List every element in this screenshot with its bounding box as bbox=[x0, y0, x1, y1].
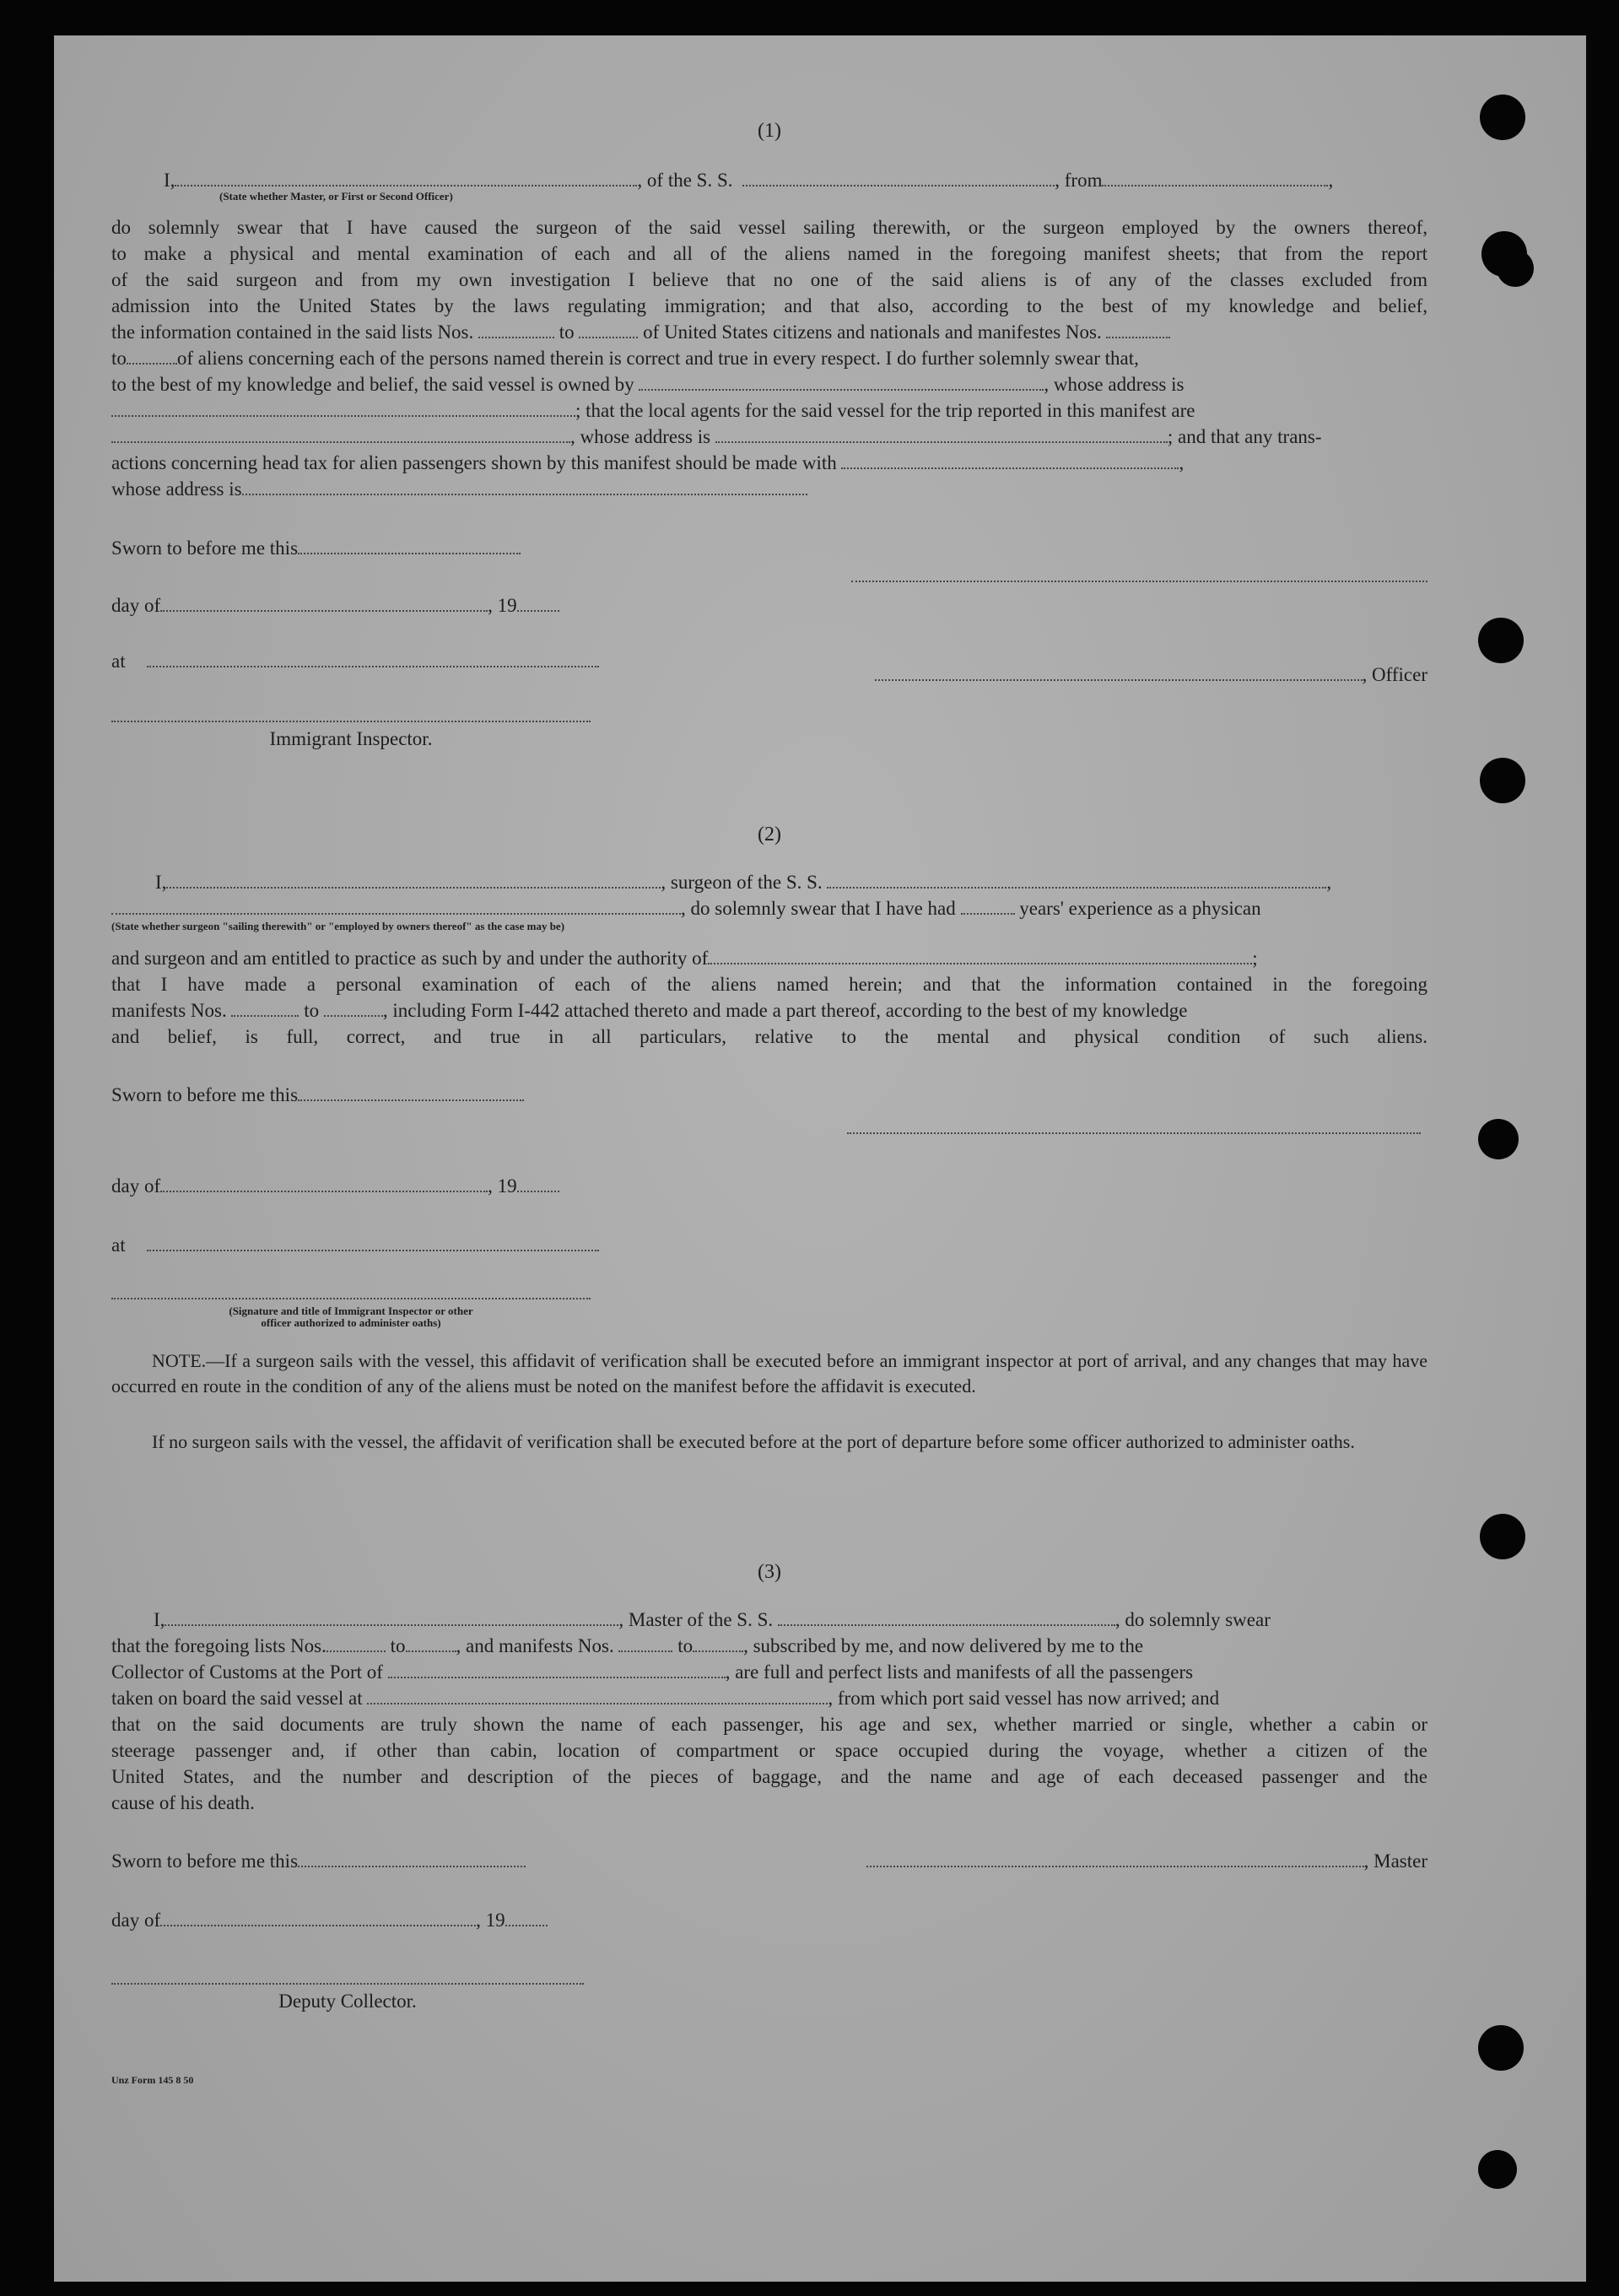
s1-l6-c: of United States citizens and nationals and manifestes Nos. bbox=[643, 321, 1102, 343]
punch-hole bbox=[1480, 95, 1525, 140]
s1-l10-a: , whose address is bbox=[570, 426, 711, 447]
punch-hole bbox=[1480, 1514, 1525, 1559]
s2-line-2 bbox=[111, 895, 1427, 921]
s1-l8-a: to the best of my knowledge and belief, the said vessel is owned by bbox=[111, 374, 634, 395]
s3-l1-a: I, bbox=[154, 1609, 165, 1630]
s2-l3-a: and surgeon and am entitled to practice as such by and under the authority of bbox=[111, 948, 709, 969]
s1-inspector-signature-line bbox=[111, 719, 591, 722]
s3-line-1 bbox=[111, 1607, 1427, 1633]
s1-l9-a: ; that the local agents for the said vessel for the trip reported in this manifest are bbox=[575, 400, 1195, 421]
s2-day-line bbox=[111, 1173, 1427, 1199]
section-1-line-11 bbox=[111, 450, 1427, 476]
section-1-number: (1) bbox=[758, 120, 781, 142]
s3-sworn-label: Sworn to before me this bbox=[111, 1850, 299, 1872]
s1-l1-a: I, bbox=[164, 170, 175, 191]
s1-l10-b: ; and that any trans- bbox=[1167, 426, 1322, 447]
section-1-line-9 bbox=[111, 397, 1427, 424]
s1-officer-line bbox=[851, 662, 1427, 688]
punch-hole bbox=[1497, 250, 1534, 287]
s3-deputy-label: Deputy Collector. bbox=[278, 1991, 417, 2012]
s2-text-line: and belief, is full, correct, and true in all particulars, relative to the mental and physical condition of such aliens. bbox=[111, 1026, 1427, 1047]
s2-sworn-line bbox=[111, 1082, 1427, 1108]
s2-line-6 bbox=[111, 1024, 1427, 1050]
s1-at-label: at bbox=[111, 651, 126, 672]
s3-day-line bbox=[111, 1907, 1427, 1933]
s3-l4-b: , from which port said vessel has now arrived; and bbox=[828, 1688, 1220, 1709]
s1-sworn-label: Sworn to before me this bbox=[111, 538, 299, 559]
s2-line-1 bbox=[111, 869, 1427, 895]
surgeon-note: (State whether surgeon "sailing therewith" or "employed by owners thereof" as the case may be) bbox=[111, 920, 565, 932]
s3-l2-a: that the foregoing lists Nos. bbox=[111, 1635, 326, 1656]
form-sheet bbox=[54, 35, 1586, 2282]
s2-surgeon-signature-line bbox=[847, 1131, 1421, 1134]
s1-text-line: to make a physical and mental examination of each and all of the aliens named in the foregoing manifest sheets; that from the report bbox=[111, 243, 1427, 264]
master-note: (State whether Master, or First or Second Officer) bbox=[219, 190, 453, 203]
s1-l6-a: the information contained in the said lists Nos. bbox=[111, 321, 474, 343]
section-1-line-10 bbox=[111, 424, 1427, 450]
s2-sig-note-2: officer authorized to administer oaths) bbox=[261, 1316, 441, 1329]
s3-year-label: , 19 bbox=[476, 1910, 505, 1931]
punch-hole bbox=[1480, 758, 1525, 803]
s3-text-line: that on the said documents are truly shown the name of each passenger, his age and sex, whether married or single, whether a cabin or bbox=[111, 1714, 1427, 1735]
s3-l2-e: , subscribed by me, and now delivered by me to the bbox=[743, 1635, 1144, 1656]
s1-text-line: admission into the United States by the laws regulating immigration; and that also, according to the best of my knowledge and belief, bbox=[111, 295, 1427, 316]
s3-line-4 bbox=[111, 1685, 1427, 1711]
punch-hole bbox=[1478, 618, 1524, 663]
s1-l7-a: to bbox=[111, 348, 127, 369]
s2-line-5 bbox=[111, 997, 1427, 1024]
s3-text-line: United States, and the number and description of the pieces of baggage, and the name and age of each deceased passenger and the bbox=[111, 1766, 1427, 1787]
s1-l1-b: , of the S. S. bbox=[637, 170, 733, 191]
s2-l1-c: , bbox=[1326, 872, 1332, 893]
section-1-line-12 bbox=[111, 476, 1427, 502]
s1-officer-label: , Officer bbox=[1362, 664, 1427, 685]
section-1-line-6 bbox=[111, 319, 1427, 345]
s3-l2-c: , and manifests Nos. bbox=[456, 1635, 614, 1656]
s2-day-label: day of bbox=[111, 1175, 161, 1197]
s1-l11-a: actions concerning head tax for alien passengers shown by this manifest should be made with bbox=[111, 452, 837, 473]
s1-sworn-line bbox=[111, 535, 1427, 561]
s1-l1-d: , bbox=[1328, 170, 1334, 191]
s3-day-label: day of bbox=[111, 1910, 161, 1931]
section-3-number: (3) bbox=[758, 1561, 781, 1583]
s1-l7-b: of aliens concerning each of the persons named therein is correct and true in every respect. I do further solemnly swear that, bbox=[176, 348, 1139, 369]
s1-inspector-label: Immigrant Inspector. bbox=[269, 728, 433, 749]
s3-paragraph bbox=[111, 1711, 1427, 1790]
punch-hole bbox=[1478, 1119, 1519, 1159]
s1-day-label: day of bbox=[111, 595, 161, 616]
s3-line-3 bbox=[111, 1659, 1427, 1685]
s3-l3-a: Collector of Customs at the Port of bbox=[111, 1661, 383, 1683]
section-2-number: (2) bbox=[758, 824, 781, 845]
s2-l1-b: , surgeon of the S. S. bbox=[661, 872, 823, 893]
s3-l3-b: , are full and perfect lists and manifests of all the passengers bbox=[725, 1661, 1194, 1683]
s3-text-line: steerage passenger and, if other than cabin, location of compartment or space occupied during the voyage, whether a citizen of the bbox=[111, 1740, 1427, 1761]
s2-year-label: , 19 bbox=[488, 1175, 517, 1197]
s1-text-line: of the said surgeon and from my own investigation I believe that no one of the said aliens is of any of the classes excluded from bbox=[111, 269, 1427, 290]
s1-text-line: do solemnly swear that I have caused the surgeon of the said vessel sailing therewith, or the surgeon employed by the owners thereof, bbox=[111, 217, 1427, 238]
s2-sworn-label: Sworn to before me this bbox=[111, 1084, 299, 1105]
s1-l8-b: , whose address is bbox=[1044, 374, 1185, 395]
s2-note-1: NOTE.—If a surgeon sails with the vessel, this affidavit of verification shall be executed before an immigrant inspector at port of arrival, and any changes that may have occurred en route in the condition of any of the aliens must be noted on the manifest before the affidavit is executed. bbox=[111, 1350, 1427, 1397]
s1-master-signature-line bbox=[851, 579, 1427, 582]
s2-text-line: that I have made a personal examination of each of the aliens named herein; and that the information contained in the foregoing bbox=[111, 974, 1427, 995]
s3-master-label: , Master bbox=[1363, 1850, 1427, 1872]
s3-l4-a: taken on board the said vessel at bbox=[111, 1688, 363, 1709]
s1-l6-b: to bbox=[559, 321, 575, 343]
s3-l2-d: to bbox=[677, 1635, 693, 1656]
s2-line-3 bbox=[111, 945, 1427, 971]
s2-l5-c: , including Form I-442 attached thereto and made a part thereof, according to the best of my knowledge bbox=[382, 1000, 1188, 1021]
form-number: Unz Form 145 8 50 bbox=[111, 2074, 194, 2086]
s3-master-line bbox=[839, 1848, 1427, 1874]
s2-line-4 bbox=[111, 971, 1427, 997]
s2-l5-b: to bbox=[304, 1000, 320, 1021]
s3-last-line: cause of his death. bbox=[111, 1792, 255, 1813]
s2-l2-b: years' experience as a physican bbox=[1019, 898, 1261, 919]
s1-year-label: , 19 bbox=[488, 595, 517, 616]
s3-collector-signature-line bbox=[111, 1981, 584, 1985]
section-1-paragraph bbox=[111, 214, 1427, 319]
s2-l3-b: ; bbox=[1252, 948, 1258, 969]
s2-inspector-signature-line bbox=[111, 1296, 591, 1299]
s2-at-line bbox=[111, 1232, 1427, 1258]
s3-l2-b: to bbox=[390, 1635, 406, 1656]
section-1-line-7 bbox=[111, 345, 1427, 371]
s1-l12-a: whose address is bbox=[111, 478, 242, 500]
s3-l1-b: , Master of the S. S. bbox=[618, 1609, 774, 1630]
s2-l2-a: , do solemnly swear that I have had bbox=[681, 898, 956, 919]
s2-l1-a: I, bbox=[155, 872, 167, 893]
punch-hole bbox=[1478, 2150, 1517, 2189]
punch-hole bbox=[1478, 2025, 1524, 2071]
section-1-line-8 bbox=[111, 371, 1427, 397]
s2-sig-note-1: (Signature and title of Immigrant Inspector or other bbox=[229, 1305, 473, 1317]
s3-l1-c: , do solemnly swear bbox=[1114, 1609, 1271, 1630]
s3-line-2 bbox=[111, 1633, 1427, 1659]
s2-note-2: If no surgeon sails with the vessel, the affidavit of verification shall be executed before at the port of departure before some officer authorized to administer oaths. bbox=[152, 1431, 1355, 1452]
s2-at-label: at bbox=[111, 1234, 126, 1256]
s1-l1-c: , from bbox=[1055, 170, 1103, 191]
s2-l5-a: manifests Nos. bbox=[111, 1000, 227, 1021]
s1-day-line bbox=[111, 592, 1427, 619]
s1-l11-b: , bbox=[1179, 452, 1185, 473]
